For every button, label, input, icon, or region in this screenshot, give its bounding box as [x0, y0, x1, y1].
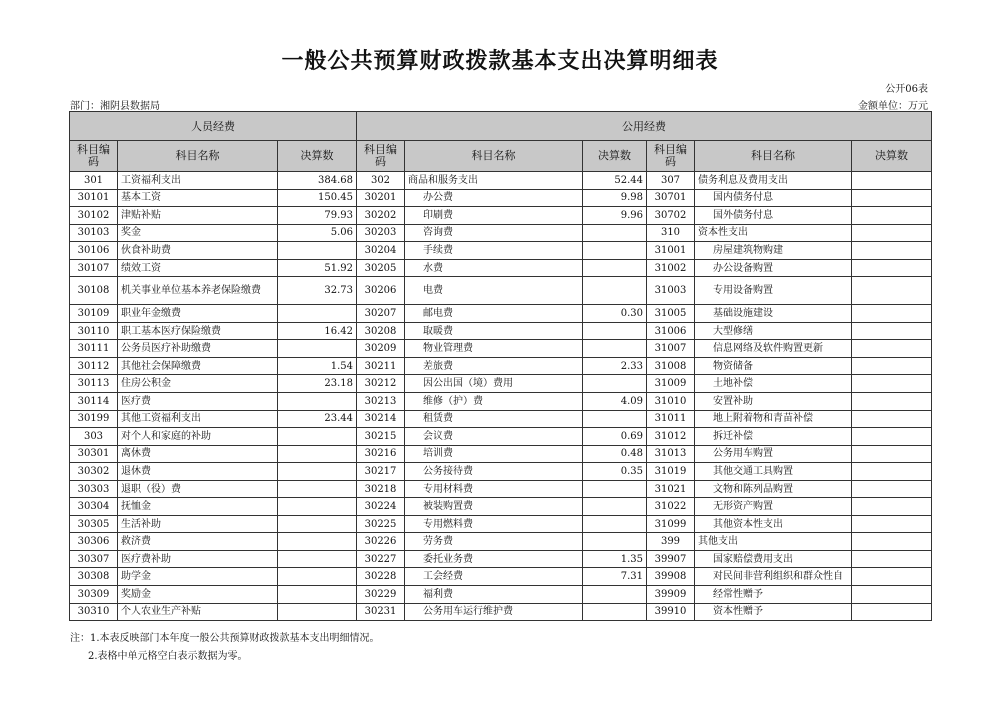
amount-cell: [278, 428, 357, 446]
table-row: [70, 242, 932, 260]
amount-cell: [278, 480, 357, 498]
amount-cell: [278, 568, 357, 586]
code-header: 科目编码: [647, 141, 695, 172]
name-cell: 取暖费: [405, 322, 583, 340]
table-row: [70, 357, 932, 375]
table-row: [70, 428, 932, 446]
code-cell: 30229: [357, 586, 405, 604]
code-cell: 30107: [70, 259, 118, 277]
department-label: 部门：湘阴县数据局: [70, 101, 160, 112]
name-cell: 大型修缮: [695, 322, 852, 340]
name-cell: 地上附着物和青苗补偿: [695, 410, 852, 428]
amount-cell: [852, 189, 932, 207]
name-cell: 资本性赠予: [695, 603, 852, 621]
code-cell: 30217: [357, 463, 405, 481]
name-cell: 其他工资福利支出: [118, 410, 278, 428]
name-cell: 公务员医疗补助缴费: [118, 340, 278, 358]
code-cell: 30101: [70, 189, 118, 207]
amount-cell: 9.98: [583, 189, 647, 207]
code-cell: 30304: [70, 498, 118, 516]
amount-cell: [852, 480, 932, 498]
code-cell: 30218: [357, 480, 405, 498]
code-cell: 30215: [357, 428, 405, 446]
amount-cell: [852, 357, 932, 375]
name-cell: 机关事业单位基本养老保险缴费: [118, 277, 278, 305]
amount-cell: 16.42: [278, 322, 357, 340]
table-row: [70, 375, 932, 393]
amount-cell: [852, 305, 932, 323]
code-cell: 30302: [70, 463, 118, 481]
table-row: [70, 586, 932, 604]
name-cell: 其他社会保障缴费: [118, 357, 278, 375]
code-cell: 39907: [647, 550, 695, 568]
amount-cell: 7.31: [583, 568, 647, 586]
name-cell: 办公设备购置: [695, 259, 852, 277]
amount-cell: [852, 568, 932, 586]
code-cell: 30102: [70, 207, 118, 225]
amount-cell: [278, 242, 357, 260]
code-cell: 302: [357, 172, 405, 190]
amount-header: 决算数: [278, 141, 357, 172]
amount-cell: [278, 393, 357, 411]
amount-cell: [852, 340, 932, 358]
amount-cell: [583, 277, 647, 305]
amount-cell: [278, 463, 357, 481]
code-cell: 30701: [647, 189, 695, 207]
code-cell: 30305: [70, 515, 118, 533]
code-cell: 30702: [647, 207, 695, 225]
amount-cell: 0.35: [583, 463, 647, 481]
name-cell: 助学金: [118, 568, 278, 586]
amount-cell: 1.54: [278, 357, 357, 375]
code-cell: 399: [647, 533, 695, 551]
name-cell: 住房公积金: [118, 375, 278, 393]
code-cell: 30213: [357, 393, 405, 411]
name-cell: 培训费: [405, 445, 583, 463]
amount-cell: 0.69: [583, 428, 647, 446]
amount-cell: [278, 445, 357, 463]
name-cell: 其他支出: [695, 533, 852, 551]
name-cell: 国内债务付息: [695, 189, 852, 207]
name-header: 科目名称: [695, 141, 852, 172]
name-cell: 国家赔偿费用支出: [695, 550, 852, 568]
code-cell: 30231: [357, 603, 405, 621]
code-cell: 310: [647, 224, 695, 242]
name-cell: 咨询费: [405, 224, 583, 242]
name-cell: 专用燃料费: [405, 515, 583, 533]
amount-cell: 0.30: [583, 305, 647, 323]
name-cell: 基本工资: [118, 189, 278, 207]
amount-cell: [583, 322, 647, 340]
amount-cell: [852, 603, 932, 621]
amount-cell: [852, 586, 932, 604]
name-cell: 经常性赠予: [695, 586, 852, 604]
table-row: [70, 340, 932, 358]
code-cell: 30112: [70, 357, 118, 375]
amount-cell: [583, 340, 647, 358]
code-cell: 31009: [647, 375, 695, 393]
code-header: 科目编码: [357, 141, 405, 172]
amount-cell: 51.92: [278, 259, 357, 277]
code-cell: 30307: [70, 550, 118, 568]
code-cell: 31021: [647, 480, 695, 498]
name-cell: 土地补偿: [695, 375, 852, 393]
code-cell: 39908: [647, 568, 695, 586]
section-public-header: 公用经费: [357, 112, 932, 141]
name-cell: 伙食补助费: [118, 242, 278, 260]
code-cell: 31006: [647, 322, 695, 340]
code-cell: 30212: [357, 375, 405, 393]
code-cell: 30308: [70, 568, 118, 586]
name-cell: 因公出国（境）费用: [405, 375, 583, 393]
code-cell: 30204: [357, 242, 405, 260]
amount-cell: [278, 340, 357, 358]
amount-cell: [583, 586, 647, 604]
name-cell: 无形资产购置: [695, 498, 852, 516]
amount-cell: 5.06: [278, 224, 357, 242]
amount-cell: 9.96: [583, 207, 647, 225]
amount-cell: [583, 375, 647, 393]
name-cell: 公务接待费: [405, 463, 583, 481]
name-cell: 奖励金: [118, 586, 278, 604]
table-row: [70, 550, 932, 568]
code-cell: 301: [70, 172, 118, 190]
name-cell: 物资储备: [695, 357, 852, 375]
code-cell: 30301: [70, 445, 118, 463]
code-cell: 31008: [647, 357, 695, 375]
amount-header: 决算数: [852, 141, 932, 172]
name-cell: 公务用车购置: [695, 445, 852, 463]
code-cell: 30310: [70, 603, 118, 621]
amount-cell: [583, 533, 647, 551]
code-cell: 31012: [647, 428, 695, 446]
unit-label: 金额单位：万元: [858, 101, 928, 112]
table-row: [70, 322, 932, 340]
code-cell: 31019: [647, 463, 695, 481]
code-cell: 30114: [70, 393, 118, 411]
name-cell: 福利费: [405, 586, 583, 604]
name-cell: 安置补助: [695, 393, 852, 411]
name-cell: 对个人和家庭的补助: [118, 428, 278, 446]
code-cell: 39909: [647, 586, 695, 604]
table-row: [70, 224, 932, 242]
name-cell: 商品和服务支出: [405, 172, 583, 190]
name-cell: 离休费: [118, 445, 278, 463]
name-cell: 救济费: [118, 533, 278, 551]
name-cell: 拆迁补偿: [695, 428, 852, 446]
amount-cell: 384.68: [278, 172, 357, 190]
code-cell: 30211: [357, 357, 405, 375]
code-cell: 30209: [357, 340, 405, 358]
table-row: [70, 568, 932, 586]
table-row: [70, 515, 932, 533]
code-cell: 31005: [647, 305, 695, 323]
amount-cell: [583, 242, 647, 260]
code-cell: 30207: [357, 305, 405, 323]
notes: [70, 630, 380, 666]
name-cell: 维修（护）费: [405, 393, 583, 411]
name-cell: 抚恤金: [118, 498, 278, 516]
code-cell: 30225: [357, 515, 405, 533]
amount-cell: [583, 259, 647, 277]
amount-cell: [278, 533, 357, 551]
name-cell: 差旅费: [405, 357, 583, 375]
name-cell: 印刷费: [405, 207, 583, 225]
table-row: [70, 189, 932, 207]
amount-cell: 4.09: [583, 393, 647, 411]
code-cell: 30214: [357, 410, 405, 428]
name-cell: 退职（役）费: [118, 480, 278, 498]
name-cell: 资本性支出: [695, 224, 852, 242]
code-cell: 30303: [70, 480, 118, 498]
amount-cell: [852, 550, 932, 568]
name-cell: 津贴补贴: [118, 207, 278, 225]
table-row: [70, 533, 932, 551]
code-cell: 31001: [647, 242, 695, 260]
code-cell: 30109: [70, 305, 118, 323]
code-cell: 30103: [70, 224, 118, 242]
amount-cell: 23.44: [278, 410, 357, 428]
name-cell: 生活补助: [118, 515, 278, 533]
name-cell: 专用设备购置: [695, 277, 852, 305]
code-cell: 30208: [357, 322, 405, 340]
code-cell: 30108: [70, 277, 118, 305]
name-cell: 邮电费: [405, 305, 583, 323]
amount-cell: 79.93: [278, 207, 357, 225]
name-cell: 办公费: [405, 189, 583, 207]
amount-cell: [852, 410, 932, 428]
amount-cell: [852, 393, 932, 411]
name-cell: 奖金: [118, 224, 278, 242]
amount-cell: 1.35: [583, 550, 647, 568]
name-cell: 文物和陈列品购置: [695, 480, 852, 498]
table-row: [70, 480, 932, 498]
name-cell: 委托业务费: [405, 550, 583, 568]
table-row: [70, 259, 932, 277]
amount-cell: [852, 322, 932, 340]
amount-cell: [583, 515, 647, 533]
amount-cell: [278, 498, 357, 516]
code-cell: 31013: [647, 445, 695, 463]
amount-cell: 0.48: [583, 445, 647, 463]
amount-cell: [852, 533, 932, 551]
name-cell: 国外债务付息: [695, 207, 852, 225]
code-cell: 31010: [647, 393, 695, 411]
name-cell: 退休费: [118, 463, 278, 481]
name-cell: 公务用车运行维护费: [405, 603, 583, 621]
name-cell: 职业年金缴费: [118, 305, 278, 323]
name-cell: 劳务费: [405, 533, 583, 551]
name-header: 科目名称: [118, 141, 278, 172]
code-cell: 30110: [70, 322, 118, 340]
code-cell: 30216: [357, 445, 405, 463]
amount-cell: [278, 305, 357, 323]
amount-cell: 2.33: [583, 357, 647, 375]
table-row: [70, 393, 932, 411]
amount-cell: [583, 603, 647, 621]
name-cell: 水费: [405, 259, 583, 277]
code-cell: 31003: [647, 277, 695, 305]
amount-cell: [583, 224, 647, 242]
amount-cell: [852, 498, 932, 516]
table-row: [70, 277, 932, 305]
amount-cell: [852, 172, 932, 190]
amount-cell: [852, 207, 932, 225]
amount-cell: [583, 410, 647, 428]
amount-cell: [278, 603, 357, 621]
code-cell: 30224: [357, 498, 405, 516]
code-cell: 30205: [357, 259, 405, 277]
name-cell: 电费: [405, 277, 583, 305]
code-header: 科目编码: [70, 141, 118, 172]
code-cell: 303: [70, 428, 118, 446]
code-cell: 31022: [647, 498, 695, 516]
name-cell: 工资福利支出: [118, 172, 278, 190]
amount-cell: [278, 550, 357, 568]
amount-cell: [583, 498, 647, 516]
amount-cell: [852, 515, 932, 533]
code-cell: 31007: [647, 340, 695, 358]
name-header: 科目名称: [405, 141, 583, 172]
amount-cell: [278, 586, 357, 604]
table-row: [70, 603, 932, 621]
amount-cell: [852, 428, 932, 446]
amount-cell: 150.45: [278, 189, 357, 207]
code-cell: 30203: [357, 224, 405, 242]
code-cell: 30226: [357, 533, 405, 551]
table-row: [70, 207, 932, 225]
table-row: [70, 498, 932, 516]
name-cell: 医疗费补助: [118, 550, 278, 568]
code-cell: 30306: [70, 533, 118, 551]
name-cell: 职工基本医疗保险缴费: [118, 322, 278, 340]
amount-header: 决算数: [583, 141, 647, 172]
table-row: [70, 305, 932, 323]
code-cell: 30201: [357, 189, 405, 207]
note-2: 2.表格中单元格空白表示数据为零。: [88, 651, 248, 662]
expenditure-table: [69, 111, 932, 621]
code-cell: 307: [647, 172, 695, 190]
note-1: 注：1.本表反映部门本年度一般公共预算财政拨款基本支出明细情况。: [70, 633, 380, 644]
amount-cell: 32.73: [278, 277, 357, 305]
table-row: [70, 172, 932, 190]
code-cell: 30309: [70, 586, 118, 604]
name-cell: 其他交通工具购置: [695, 463, 852, 481]
code-cell: 30111: [70, 340, 118, 358]
code-cell: 30199: [70, 410, 118, 428]
amount-cell: [852, 445, 932, 463]
amount-cell: [852, 463, 932, 481]
code-cell: 30113: [70, 375, 118, 393]
name-cell: 对民间非营利组织和群众性自: [695, 568, 852, 586]
section-personnel-header: 人员经费: [70, 112, 357, 141]
name-cell: 其他资本性支出: [695, 515, 852, 533]
amount-cell: 23.18: [278, 375, 357, 393]
name-cell: 医疗费: [118, 393, 278, 411]
name-cell: 物业管理费: [405, 340, 583, 358]
code-cell: 30106: [70, 242, 118, 260]
code-cell: 30206: [357, 277, 405, 305]
name-cell: 债务利息及费用支出: [695, 172, 852, 190]
code-cell: 30228: [357, 568, 405, 586]
name-cell: 手续费: [405, 242, 583, 260]
amount-cell: [278, 515, 357, 533]
amount-cell: [852, 224, 932, 242]
amount-cell: [852, 375, 932, 393]
name-cell: 专用材料费: [405, 480, 583, 498]
name-cell: 个人农业生产补贴: [118, 603, 278, 621]
form-number: 公开06表: [885, 84, 928, 95]
amount-cell: [852, 242, 932, 260]
code-cell: 30202: [357, 207, 405, 225]
code-cell: 31011: [647, 410, 695, 428]
page-title: 一般公共预算财政拨款基本支出决算明细表: [281, 48, 719, 74]
name-cell: 信息网络及软件购置更新: [695, 340, 852, 358]
table-row: [70, 410, 932, 428]
name-cell: 工会经费: [405, 568, 583, 586]
amount-cell: [583, 480, 647, 498]
name-cell: 房屋建筑物购建: [695, 242, 852, 260]
table-row: [70, 445, 932, 463]
name-cell: 基础设施建设: [695, 305, 852, 323]
amount-cell: 52.44: [583, 172, 647, 190]
name-cell: 绩效工资: [118, 259, 278, 277]
name-cell: 会议费: [405, 428, 583, 446]
code-cell: 31002: [647, 259, 695, 277]
amount-cell: [852, 277, 932, 305]
amount-cell: [852, 259, 932, 277]
code-cell: 30227: [357, 550, 405, 568]
name-cell: 租赁费: [405, 410, 583, 428]
name-cell: 被装购置费: [405, 498, 583, 516]
code-cell: 39910: [647, 603, 695, 621]
code-cell: 31099: [647, 515, 695, 533]
table-row: [70, 463, 932, 481]
